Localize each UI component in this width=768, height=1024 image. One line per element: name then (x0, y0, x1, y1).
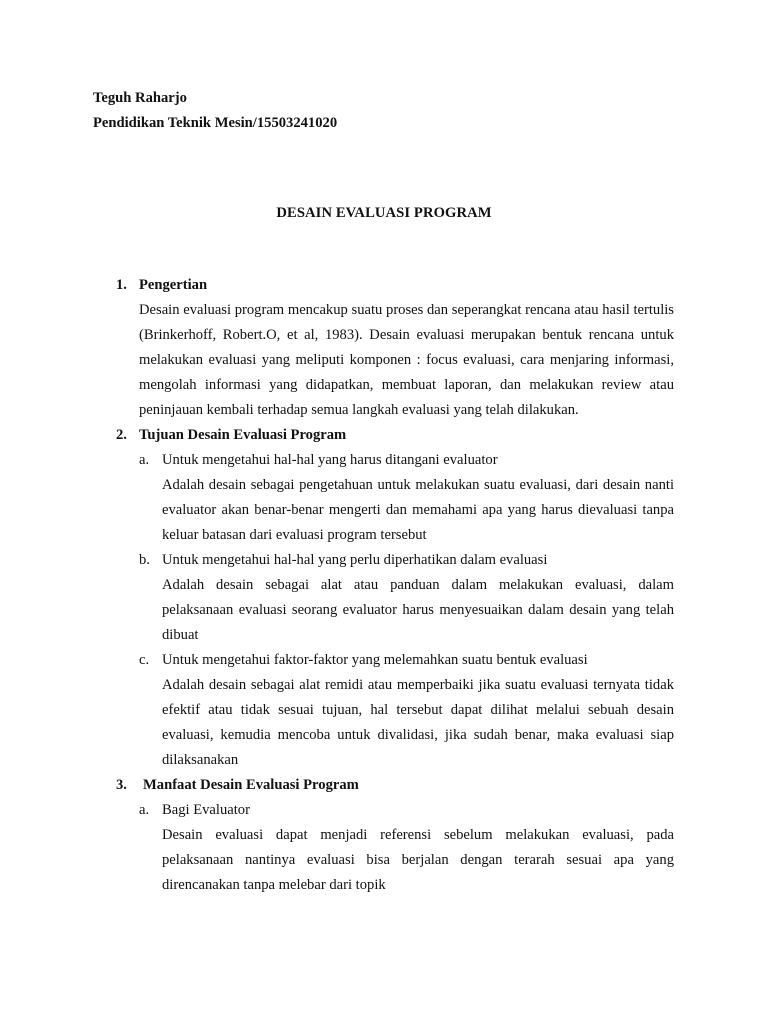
list-item-title: Untuk mengetahui faktor-faktor yang melemahkan suatu bentuk evaluasi (162, 652, 588, 668)
section-title: Pengertian (139, 277, 208, 293)
section-number: 1. (116, 277, 127, 293)
section-tujuan (116, 423, 674, 773)
list-item-paragraph: Adalah desain sebagai alat remidi atau memperbaiki jika suatu evaluasi ternyata tidak efektif atau tidak sesuai tujuan, hal tersebut dapat dilihat melalui sebuah desain evaluasi, kemudia mencoba untuk divalidasi, jika sudah benar, maka evaluasi siap dilaksanakan (162, 677, 674, 768)
list-item (139, 548, 674, 648)
list-item (139, 798, 674, 898)
list-item-letter: b. (139, 552, 150, 568)
author-name: Teguh Raharjo (93, 90, 187, 106)
list-item (139, 648, 674, 773)
section-paragraph: Desain evaluasi program mencakup suatu proses dan seperangkat rencana atau hasil tertulis (Brinkerhoff, Robert.O, et al, 1983). Desain evaluasi merupakan bentuk rencana untuk melakukan evaluasi yang meliputi komponen : focus evaluasi, cara menjaring informasi, mengolah informasi yang didapatkan, membuat laporan, dan melakukan review atau peninjauan kembali terhadap semua langkah evaluasi yang telah dilakukan. (139, 302, 674, 418)
document-title: DESAIN EVALUASI PROGRAM (276, 205, 492, 221)
list-item-heading (139, 548, 674, 573)
list-item-paragraph: Desain evaluasi dapat menjadi referensi sebelum melakukan evaluasi, pada pelaksanaan nantinya evaluasi bisa berjalan dengan terarah sesuai apa yang direncanakan tanpa melebar dari topik (162, 827, 674, 893)
section-number: 2. (116, 427, 127, 443)
author-info: Pendidikan Teknik Mesin/15503241020 (93, 115, 338, 131)
list-item-letter: a. (139, 802, 150, 818)
section-manfaat (116, 773, 674, 898)
section-heading (116, 273, 674, 298)
list-item-title: Untuk mengetahui hal-hal yang perlu diperhatikan dalam evaluasi (162, 552, 548, 568)
list-item (139, 448, 674, 548)
list-item-paragraph: Adalah desain sebagai alat atau panduan dalam melakukan evaluasi, dalam pelaksanaan evaluasi seorang evaluator harus menyesuaikan dalam desain yang telah dibuat (162, 577, 674, 643)
list-item-title: Untuk mengetahui hal-hal yang harus ditangani evaluator (162, 452, 498, 468)
list-item-paragraph: Adalah desain sebagai pengetahuan untuk melakukan suatu evaluasi, dari desain nanti evaluator akan benar-benar mengerti dan memahami apa yang harus dievaluasi tanpa keluar batasan dari evaluasi program tersebut (162, 477, 674, 543)
list-item-heading (139, 798, 674, 823)
section-pengertian (116, 273, 674, 423)
list-item-heading (139, 648, 674, 673)
author-block (93, 86, 337, 136)
section-heading (116, 773, 674, 798)
list-item-title: Bagi Evaluator (162, 802, 250, 818)
section-title: Tujuan Desain Evaluasi Program (139, 427, 347, 443)
section-heading (116, 423, 674, 448)
list-item-letter: c. (139, 652, 150, 668)
section-title: Manfaat Desain Evaluasi Program (143, 777, 359, 793)
section-number: 3. (116, 777, 127, 793)
list-item-heading (139, 448, 674, 473)
list-item-letter: a. (139, 452, 150, 468)
document-body (116, 273, 674, 898)
